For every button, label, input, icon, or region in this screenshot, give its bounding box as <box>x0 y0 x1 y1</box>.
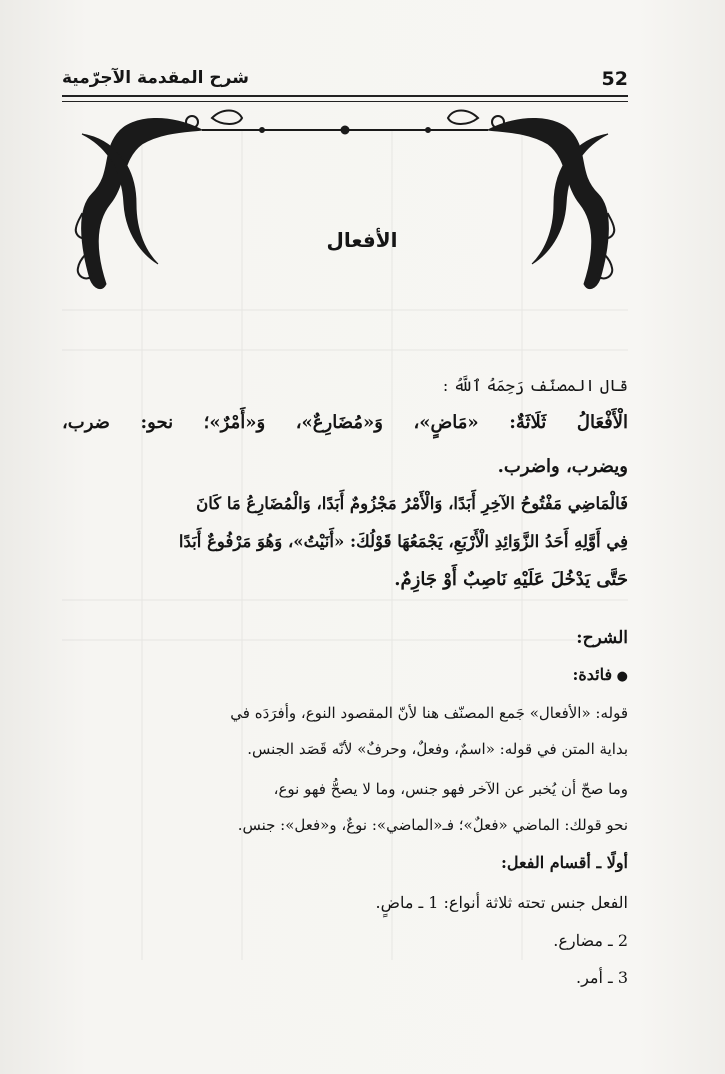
page-number: 52 <box>601 68 628 90</box>
section-heading: أولًا ـ أقسام الفعل: <box>501 853 628 872</box>
verb-type-item-3: 3 ـ أمر. <box>576 968 628 987</box>
book-title: شرح المقدمة الآجرّمية <box>62 68 249 88</box>
chapter-ornament <box>62 104 628 304</box>
chapter-title: الأفعال <box>326 228 398 252</box>
author-intro: قال المصنّف رَحِمَهُ ٱللَّهُ : <box>442 376 628 395</box>
matn-line-3: فَالْمَاضِي مَفْتُوحُ الآخِرِ أَبَدًا، وَالْأَمْرُ مَجْزُومٌ أَبَدًا، وَالْمُضَارِعُ مَا كَانَ <box>196 494 628 513</box>
sharh-p2-line-1: وما صحّ أن يُخبر عن الآخر فهو جنس، وما لا يصحُّ فهو نوع، <box>273 780 628 798</box>
verb-types-line: الفعل جنس تحته ثلاثة أنواع: 1 ـ ماضٍ. <box>375 893 628 912</box>
sharh-heading: الشرح: <box>576 628 628 648</box>
sharh-p2-line-2: نحو قولك: الماضي «فعلٌ»؛ فـ«الماضي»: نوعٌ، و«فعل»: جنس. <box>237 816 628 834</box>
sharh-p1-line-1: قوله: «الأفعال» جَمع المصنّف هنا لأنّ المقصود النوع، وأفرَدَه في <box>230 704 628 722</box>
matn-line-2: ويضرب، واضرب. <box>497 456 628 477</box>
matn-line-4: فِي أَوَّلِهِ أَحَدُ الزَّوَائِدِ الْأَرْبَعِ، يَجْمَعُهَا قَوْلُكَ: «أَنَيْتُ»، وَهُوَ مَرْفُوعٌ أَبَدًا <box>178 532 628 551</box>
matn-line-5: حَتَّى يَدْخُلَ عَلَيْهِ نَاصِبٌ أَوْ جَازِمٌ. <box>394 569 628 590</box>
matn-line-1: الْأَفْعَالُ ثَلَاثَةٌ: «مَاضٍ»، وَ«مُضَارِعٌ»، وَ«أَمْرٌ»؛ نحو: ضرب، <box>62 412 628 433</box>
faida-label: ● فائدة: <box>62 659 628 693</box>
sharh-p1-line-2: بداية المتن في قوله: «اسمٌ، وفعلٌ، وحرفٌ» لأنّه قَصَد الجنس. <box>247 740 628 758</box>
running-head <box>62 64 628 94</box>
header-rule <box>62 95 628 102</box>
verb-type-item-2: 2 ـ مضارع. <box>553 931 628 950</box>
